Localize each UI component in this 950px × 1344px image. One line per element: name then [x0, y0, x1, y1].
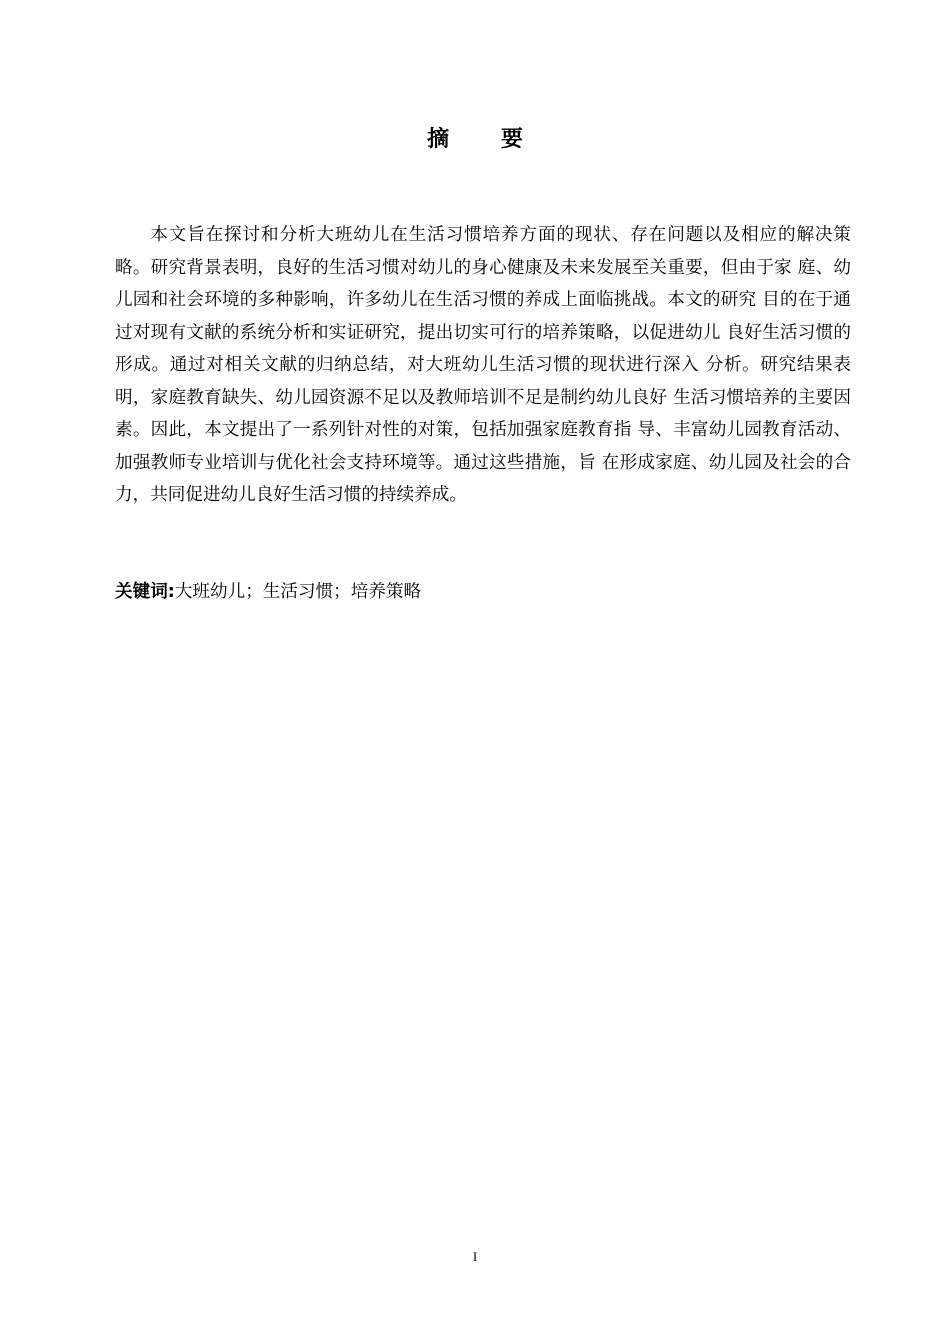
keywords-label: 关键词:: [115, 582, 175, 602]
page-number: I: [472, 1249, 478, 1264]
abstract-paragraph: 本文旨在探讨和分析大班幼儿在生活习惯培养方面的现状、存在问题以及相应的解决策略。研究背景表明，良好的生活习惯对幼儿的身心健康及未来发展至关重要，但由于家 庭、幼儿园和社会环境的多种影响，许多幼儿在生活习惯的养成上面临挑战。本文的研究 目的在于通过对现有文献的系统分析和实证研究，提出切实可行的培养策略，以促进幼儿 良好生活习惯的形成。通过对相关文献的归纳总结，对大班幼儿生活习惯的现状进行深入 分析。研究结果表明，家庭教育缺失、幼儿园资源不足以及教师培训不足是制约幼儿良好 生活习惯培养的主要因素。因此，本文提出了一系列针对性的对策，包括加强家庭教育指 导、丰富幼儿园教育活动、加强教师专业培训与优化社会支持环境等。通过这些措施，旨 在形成家庭、幼儿园及社会的合力，共同促进幼儿良好生活习惯的持续养成。: [115, 225, 851, 505]
keywords-line: [115, 580, 851, 604]
abstract-title: 摘 要: [427, 126, 545, 152]
keywords-text: 大班幼儿；生活习惯；培养策略: [174, 582, 422, 602]
